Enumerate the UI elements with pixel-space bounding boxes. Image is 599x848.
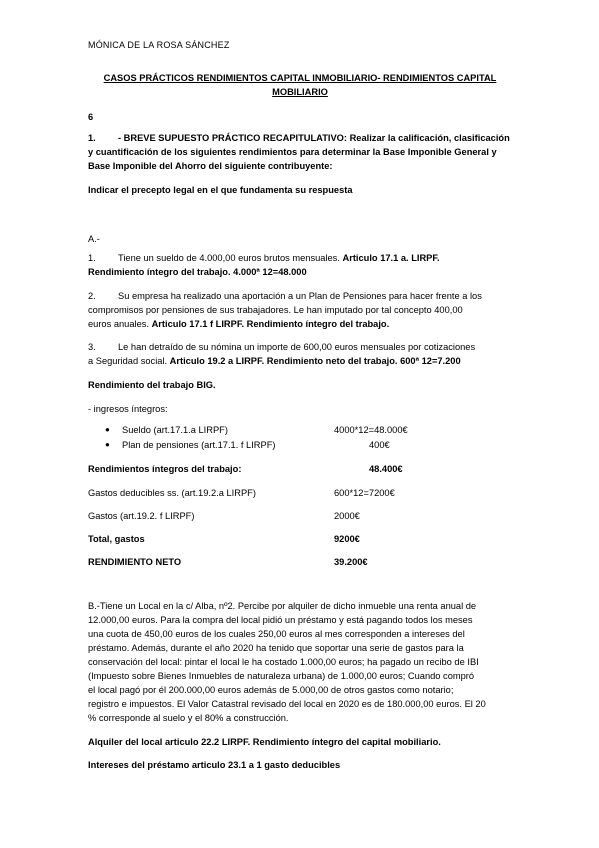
document-title-line-1: CASOS PRÁCTICOS RENDIMIENTOS CAPITAL INMOBILIARIO- RENDIMIENTOS CAPITAL xyxy=(103,73,497,83)
item-2-line-3-text: euros anuales. xyxy=(88,319,152,329)
bullet-value: 4000*12=48.000€ xyxy=(334,425,408,435)
item-2-line-1: Su empresa ha realizado una aportación a un Plan de Pensiones para hacer frente a los xyxy=(118,291,482,301)
summary-row-label: RENDIMIENTO NETO xyxy=(88,557,182,567)
section-b-line: una cuota de 450,00 euros de los cuales 250,00 euros al mes corresponden a intereses del xyxy=(88,629,465,639)
item-3-line-1: Le han detraído de su nómina un importe de 600,00 euros mensuales por cotizaciones xyxy=(118,342,476,352)
bullet-label: Sueldo (art.17.1.a LIRPF) xyxy=(122,425,228,435)
summary-row-value: 39.200€ xyxy=(334,557,368,567)
author-header: MÓNICA DE LA ROSA SÁNCHEZ xyxy=(88,40,230,50)
bullet-value: 400€ xyxy=(369,440,390,450)
item-3-line-2-bold: Articulo 19.2 a LIRPF. Rendimiento neto del trabajo. 600ª 12=7.200 xyxy=(169,356,461,366)
section-b-line: 12.000,00 euros. Para la compra del local pidió un préstamo y está pagando todos los meses xyxy=(88,615,473,625)
section-b-line: (Impuesto sobre Bienes Inmuebles de naturaleza urbana) de 1.000,00 euros; Cuando compró xyxy=(88,671,475,681)
section-b-line: registro e impuestos. El Valor Catastral revisado del local en 2020 es de 180.000,00 euros. El 20 xyxy=(88,699,486,709)
item-3-number: 3. xyxy=(88,342,96,352)
section-b-conclusion-2: Intereses del préstamo articulo 23.1 a 1 gasto deducibles xyxy=(88,760,341,770)
item-1-line-1-text: Tiene un sueldo de 4.000,00 euros brutos mensuales. xyxy=(118,253,343,263)
ingresos-label: - ingresos íntegros: xyxy=(88,404,168,414)
summary-row-label: Gastos deducibles ss. (art.19.2.a LIRPF) xyxy=(88,488,256,498)
section-b-line: el local pagó por él 200.000,00 euros además de 5.000,00 de otros gastos como notario; xyxy=(88,685,454,695)
intro-line-3: Base Imponible del Ahorro del siguiente contribuyente: xyxy=(88,161,333,171)
bullet-dot-icon: ● xyxy=(105,440,110,449)
bullet-label: Plan de pensiones (art.17.1. f LIRPF) xyxy=(122,440,276,450)
item-1-number: 1. xyxy=(88,253,96,263)
section-a-label: A.- xyxy=(88,234,100,244)
item-2-line-3-bold: Articulo 17.1 f LIRPF. Rendimiento íntegro del trabajo. xyxy=(151,319,390,329)
bullet-dot-icon: ● xyxy=(105,425,110,434)
intro-number: 1. xyxy=(88,133,96,143)
summary-row-value: 2000€ xyxy=(334,511,360,521)
section-b-line: % corresponde al suelo y el 80% a construcción. xyxy=(88,713,289,723)
summary-row-label: Gastos (art.19.2. f LIRPF) xyxy=(88,511,195,521)
item-3-line-2-text: a Seguridad social. xyxy=(88,356,170,366)
summary-row-value: 9200€ xyxy=(334,534,360,544)
section-b-line: conservación del local: pintar el local le ha costado 1.000,00 euros; ha pagado un recibo de IBI xyxy=(88,657,479,667)
summary-row-label: Total, gastos xyxy=(88,534,145,544)
section-b-line: préstamo. Además, durante el año 2020 ha tenido que soportar una serie de gastos para la xyxy=(88,643,464,653)
big-heading: Rendimiento del trabajo BIG. xyxy=(88,380,216,390)
document-title-line-2: MOBILIARIO xyxy=(272,87,328,97)
item-1-line-2: Rendimiento íntegro del trabajo. 4.000ª 12=48.000 xyxy=(88,267,307,277)
summary-row-value: 48.400€ xyxy=(369,464,403,474)
summary-row-value: 600*12=7200€ xyxy=(334,488,395,498)
section-b-line: B.-Tiene un Local en la c/ Alba, nº2. Percibe por alquiler de dicho inmueble una renta anual de xyxy=(88,601,477,611)
item-2-line-2: compromisos por pensiones de sus trabajadores. Le han imputado por tal concepto 400,00 xyxy=(88,305,463,315)
intro-line-1: - BREVE SUPUESTO PRÁCTICO RECAPITULATIVO: Realizar la calificación, clasificación xyxy=(118,133,510,143)
intro-line-2: y cuantificación de los siguientes rendimientos para determinar la Base Imponible General y xyxy=(88,147,497,157)
section-b-conclusion-1: Alquiler del local articulo 22.2 LIRPF. Rendimiento íntegro del capital mobiliario. xyxy=(88,737,441,747)
item-3-line-2 xyxy=(88,355,461,367)
intro-question: Indicar el precepto legal en el que fundamenta su respuesta xyxy=(88,185,353,195)
item-1-line-1 xyxy=(118,252,440,264)
item-2-number: 2. xyxy=(88,291,96,301)
summary-row-label: Rendimientos íntegros del trabajo: xyxy=(88,464,242,474)
exercise-number: 6 xyxy=(88,112,94,122)
item-1-line-1-bold: Articulo 17.1 a. LIRPF. xyxy=(342,253,440,263)
item-2-line-3 xyxy=(88,318,389,330)
